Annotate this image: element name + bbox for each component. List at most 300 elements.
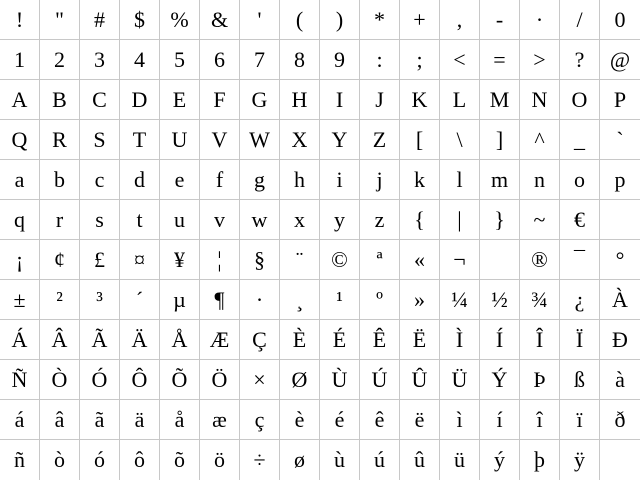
glyph-cell[interactable] (40, 200, 80, 240)
glyph-cell[interactable] (40, 360, 80, 400)
glyph-cell[interactable] (600, 40, 640, 80)
glyph-cell[interactable] (320, 0, 360, 40)
glyph-character: ¬ (453, 246, 466, 272)
glyph-character: â (54, 406, 65, 432)
glyph-character: ï (576, 406, 583, 432)
glyph-cell[interactable] (600, 120, 640, 160)
glyph-cell[interactable] (560, 360, 600, 400)
glyph-cell[interactable] (80, 440, 120, 480)
glyph-cell[interactable] (520, 40, 560, 80)
glyph-cell[interactable] (360, 80, 400, 120)
glyph-cell[interactable] (280, 120, 320, 160)
glyph-cell[interactable] (520, 0, 560, 40)
glyph-character: f (215, 166, 224, 192)
glyph-cell[interactable] (40, 320, 80, 360)
glyph-cell[interactable] (520, 80, 560, 120)
glyph-character: T (132, 126, 147, 152)
glyph-cell[interactable] (240, 200, 280, 240)
glyph-character: Í (495, 326, 504, 352)
glyph-character: L (452, 86, 467, 112)
glyph-character: Á (11, 326, 28, 352)
glyph-cell[interactable] (480, 240, 520, 280)
glyph-cell[interactable] (360, 40, 400, 80)
glyph-cell[interactable] (360, 200, 400, 240)
glyph-character: 8 (294, 46, 305, 72)
glyph-cell[interactable] (80, 320, 120, 360)
glyph-cell[interactable] (240, 40, 280, 80)
glyph-character: ® (531, 246, 548, 272)
glyph-cell[interactable] (400, 240, 440, 280)
glyph-cell[interactable] (120, 120, 160, 160)
glyph-character: ) (335, 6, 344, 32)
glyph-cell[interactable] (160, 200, 200, 240)
glyph-character: k (414, 166, 425, 192)
glyph-character: è (294, 406, 305, 432)
glyph-character: Ê (372, 326, 387, 352)
glyph-character: é (334, 406, 345, 432)
glyph-cell[interactable] (240, 320, 280, 360)
glyph-cell[interactable] (160, 280, 200, 320)
glyph-cell[interactable] (80, 200, 120, 240)
glyph-cell[interactable] (80, 160, 120, 200)
glyph-cell[interactable] (320, 200, 360, 240)
glyph-cell[interactable] (600, 200, 640, 240)
glyph-character: Ü (451, 366, 468, 392)
glyph-cell[interactable] (360, 360, 400, 400)
glyph-cell[interactable] (0, 400, 40, 440)
glyph-character: t (136, 206, 143, 232)
glyph-cell[interactable] (520, 200, 560, 240)
glyph-cell[interactable] (80, 0, 120, 40)
glyph-cell[interactable] (280, 40, 320, 80)
glyph-cell[interactable] (400, 440, 440, 480)
glyph-cell[interactable] (560, 200, 600, 240)
glyph-character: C (92, 86, 107, 112)
glyph-cell[interactable] (360, 160, 400, 200)
glyph-cell[interactable] (240, 120, 280, 160)
glyph-cell[interactable] (40, 80, 80, 120)
glyph-character: Ó (91, 366, 108, 392)
glyph-character: m (490, 166, 509, 192)
glyph-character: u (174, 206, 185, 232)
glyph-cell[interactable] (440, 80, 480, 120)
glyph-cell[interactable] (0, 280, 40, 320)
glyph-character: * (374, 6, 385, 32)
glyph-character: Ò (51, 366, 68, 392)
glyph-character: Ô (131, 366, 148, 392)
glyph-cell[interactable] (80, 400, 120, 440)
glyph-cell[interactable] (120, 440, 160, 480)
glyph-character: w (251, 206, 268, 232)
glyph-cell[interactable] (120, 280, 160, 320)
glyph-cell[interactable] (160, 160, 200, 200)
glyph-cell[interactable] (160, 440, 200, 480)
glyph-cell[interactable] (360, 280, 400, 320)
glyph-character: > (533, 46, 546, 72)
glyph-cell[interactable] (160, 360, 200, 400)
glyph-cell[interactable] (480, 40, 520, 80)
glyph-cell[interactable] (320, 40, 360, 80)
glyph-cell[interactable] (400, 80, 440, 120)
glyph-character: » (414, 286, 425, 312)
glyph-cell[interactable] (440, 360, 480, 400)
glyph-cell[interactable] (240, 160, 280, 200)
glyph-cell[interactable] (600, 440, 640, 480)
glyph-cell[interactable] (560, 0, 600, 40)
glyph-character: x (294, 206, 305, 232)
glyph-cell[interactable] (40, 120, 80, 160)
glyph-character: a (14, 166, 25, 192)
glyph-character: W (249, 126, 270, 152)
glyph-cell[interactable] (200, 160, 240, 200)
glyph-cell[interactable] (40, 240, 80, 280)
glyph-cell[interactable] (400, 280, 440, 320)
glyph-cell[interactable] (360, 240, 400, 280)
glyph-character: à (615, 366, 625, 392)
glyph-cell[interactable] (560, 240, 600, 280)
glyph-cell[interactable] (440, 280, 480, 320)
glyph-cell[interactable] (0, 120, 40, 160)
glyph-cell[interactable] (240, 0, 280, 40)
glyph-character: ³ (96, 286, 103, 312)
glyph-character: ¨ (295, 246, 304, 272)
glyph-character: û (414, 447, 425, 472)
glyph-character: M (489, 86, 510, 112)
glyph-character: ¿ (574, 286, 585, 312)
glyph-cell[interactable] (40, 40, 80, 80)
glyph-cell[interactable] (480, 320, 520, 360)
glyph-cell[interactable] (80, 360, 120, 400)
glyph-cell[interactable] (440, 240, 480, 280)
glyph-character: ó (94, 447, 105, 472)
glyph-cell[interactable] (200, 40, 240, 80)
glyph-character: ¥ (174, 246, 185, 272)
glyph-character: ± (13, 286, 26, 312)
glyph-cell[interactable] (200, 120, 240, 160)
glyph-character: á (14, 406, 25, 432)
glyph-cell[interactable] (200, 320, 240, 360)
glyph-character: § (254, 246, 265, 272)
glyph-cell[interactable] (240, 80, 280, 120)
glyph-cell[interactable] (40, 160, 80, 200)
glyph-cell[interactable] (320, 320, 360, 360)
glyph-cell[interactable] (280, 80, 320, 120)
glyph-cell[interactable] (560, 320, 600, 360)
glyph-cell[interactable] (520, 280, 560, 320)
glyph-character: Ý (491, 366, 508, 392)
glyph-cell[interactable] (0, 200, 40, 240)
glyph-character: n (534, 166, 545, 192)
glyph-cell[interactable] (440, 400, 480, 440)
glyph-cell[interactable] (600, 80, 640, 120)
glyph-character: À (612, 286, 628, 312)
glyph-cell[interactable] (520, 120, 560, 160)
glyph-cell[interactable] (360, 400, 400, 440)
glyph-cell[interactable] (160, 0, 200, 40)
glyph-cell[interactable] (440, 440, 480, 480)
glyph-cell[interactable] (360, 320, 400, 360)
glyph-cell[interactable] (0, 320, 40, 360)
glyph-cell[interactable] (280, 200, 320, 240)
glyph-cell[interactable] (40, 440, 80, 480)
glyph-cell[interactable] (280, 320, 320, 360)
glyph-character: Y (331, 126, 348, 152)
glyph-cell[interactable] (440, 0, 480, 40)
glyph-cell[interactable] (0, 240, 40, 280)
glyph-cell[interactable] (200, 360, 240, 400)
glyph-cell[interactable] (200, 80, 240, 120)
glyph-cell[interactable] (320, 240, 360, 280)
glyph-character: ? (574, 46, 585, 72)
glyph-character: r (55, 206, 64, 232)
glyph-cell[interactable] (400, 0, 440, 40)
glyph-cell[interactable] (400, 40, 440, 80)
glyph-cell[interactable] (0, 80, 40, 120)
glyph-cell[interactable] (560, 160, 600, 200)
glyph-character: ° (615, 246, 625, 272)
glyph-character: ÷ (253, 447, 266, 472)
glyph-cell[interactable] (0, 360, 40, 400)
glyph-character: Q (11, 126, 28, 152)
glyph-cell[interactable] (320, 400, 360, 440)
glyph-cell[interactable] (80, 40, 120, 80)
glyph-cell[interactable] (280, 0, 320, 40)
glyph-character: ! (15, 6, 24, 32)
glyph-cell[interactable] (200, 0, 240, 40)
glyph-cell[interactable] (480, 360, 520, 400)
glyph-character: Ö (211, 366, 228, 392)
glyph-character: q (14, 206, 25, 232)
glyph-cell[interactable] (480, 0, 520, 40)
glyph-cell[interactable] (0, 440, 40, 480)
glyph-cell[interactable] (240, 280, 280, 320)
glyph-cell[interactable] (440, 160, 480, 200)
glyph-character: Ç (252, 326, 267, 352)
glyph-character: ÿ (574, 447, 585, 472)
glyph-cell[interactable] (360, 0, 400, 40)
glyph-cell[interactable] (520, 320, 560, 360)
glyph-character: D (131, 86, 148, 112)
glyph-cell[interactable] (160, 320, 200, 360)
glyph-character: ö (214, 447, 225, 472)
glyph-cell[interactable] (360, 120, 400, 160)
glyph-character: ã (94, 406, 105, 432)
glyph-character: Ä (131, 326, 148, 352)
glyph-character: ô (134, 447, 145, 472)
glyph-cell[interactable] (200, 280, 240, 320)
glyph-character: & (210, 6, 229, 32)
glyph-character: È (292, 326, 307, 352)
glyph-cell[interactable] (440, 120, 480, 160)
glyph-cell[interactable] (80, 280, 120, 320)
glyph-cell[interactable] (160, 80, 200, 120)
glyph-cell[interactable] (240, 400, 280, 440)
glyph-cell[interactable] (320, 360, 360, 400)
glyph-cell[interactable] (320, 120, 360, 160)
glyph-character: ¾ (531, 286, 548, 312)
glyph-cell[interactable] (320, 440, 360, 480)
glyph-cell[interactable] (280, 440, 320, 480)
glyph-character: ¼ (451, 286, 468, 312)
glyph-cell[interactable] (240, 440, 280, 480)
glyph-character: Õ (171, 366, 188, 392)
glyph-character: Ï (575, 326, 584, 352)
glyph-character: - (495, 6, 504, 32)
glyph-character: ß (574, 366, 585, 392)
glyph-cell[interactable] (200, 400, 240, 440)
glyph-cell[interactable] (120, 200, 160, 240)
glyph-character: | (457, 206, 462, 232)
glyph-cell[interactable] (120, 240, 160, 280)
glyph-cell[interactable] (80, 120, 120, 160)
glyph-character: ø (294, 447, 305, 472)
glyph-character: ' (257, 6, 262, 32)
glyph-cell[interactable] (160, 400, 200, 440)
glyph-cell[interactable] (240, 240, 280, 280)
glyph-cell[interactable] (120, 320, 160, 360)
glyph-cell[interactable] (280, 160, 320, 200)
glyph-cell[interactable] (400, 160, 440, 200)
glyph-cell[interactable] (80, 80, 120, 120)
glyph-cell[interactable] (600, 160, 640, 200)
glyph-character: E (172, 86, 187, 112)
glyph-cell[interactable] (480, 120, 520, 160)
glyph-cell[interactable] (480, 280, 520, 320)
glyph-character: j (376, 166, 383, 192)
glyph-cell[interactable] (400, 400, 440, 440)
glyph-character: ¢ (54, 246, 65, 272)
glyph-cell[interactable] (120, 40, 160, 80)
glyph-character: R (52, 126, 67, 152)
glyph-character: B (52, 86, 67, 112)
glyph-cell[interactable] (600, 240, 640, 280)
glyph-cell[interactable] (560, 80, 600, 120)
glyph-cell[interactable] (280, 240, 320, 280)
glyph-character: ù (334, 447, 345, 472)
glyph-cell[interactable] (200, 240, 240, 280)
glyph-cell[interactable] (160, 40, 200, 80)
glyph-cell[interactable] (160, 120, 200, 160)
glyph-cell[interactable] (480, 160, 520, 200)
glyph-cell[interactable] (360, 440, 400, 480)
glyph-character: + (413, 6, 426, 32)
glyph-cell[interactable] (40, 280, 80, 320)
glyph-character: í (496, 406, 503, 432)
glyph-cell[interactable] (320, 280, 360, 320)
glyph-cell[interactable] (440, 320, 480, 360)
glyph-character: þ (534, 447, 545, 472)
glyph-character: 4 (134, 46, 145, 72)
glyph-cell[interactable] (480, 80, 520, 120)
glyph-cell[interactable] (40, 0, 80, 40)
glyph-cell[interactable] (0, 0, 40, 40)
glyph-cell[interactable] (120, 0, 160, 40)
glyph-cell[interactable] (240, 360, 280, 400)
glyph-cell[interactable] (520, 360, 560, 400)
glyph-character: ý (494, 447, 505, 472)
glyph-character: 0 (614, 6, 626, 32)
glyph-cell[interactable] (320, 160, 360, 200)
glyph-cell[interactable] (520, 400, 560, 440)
glyph-cell[interactable] (280, 280, 320, 320)
glyph-character: % (170, 6, 189, 32)
glyph-character: Ì (455, 326, 464, 352)
glyph-character: æ (212, 406, 227, 432)
glyph-cell[interactable] (0, 40, 40, 80)
glyph-character: © (331, 246, 348, 272)
glyph-character: _ (574, 126, 585, 152)
glyph-character: « (414, 246, 425, 272)
glyph-character: Â (51, 326, 68, 352)
glyph-cell[interactable] (520, 440, 560, 480)
glyph-cell[interactable] (480, 400, 520, 440)
glyph-cell[interactable] (200, 200, 240, 240)
glyph-character: Ø (291, 366, 308, 392)
glyph-cell[interactable] (600, 0, 640, 40)
glyph-character: î (536, 406, 543, 432)
glyph-cell[interactable] (440, 200, 480, 240)
glyph-character: ò (54, 447, 65, 472)
glyph-character: " (55, 6, 64, 32)
glyph-cell[interactable] (120, 400, 160, 440)
glyph-cell[interactable] (560, 40, 600, 80)
glyph-cell[interactable] (160, 240, 200, 280)
glyph-cell[interactable] (120, 160, 160, 200)
glyph-character: b (54, 166, 65, 192)
glyph-cell[interactable] (320, 80, 360, 120)
glyph-cell[interactable] (560, 400, 600, 440)
glyph-cell[interactable] (400, 360, 440, 400)
glyph-character: ä (134, 406, 145, 432)
glyph-cell[interactable] (560, 440, 600, 480)
glyph-character: I (335, 86, 344, 112)
glyph-cell[interactable] (0, 160, 40, 200)
glyph-character: · (535, 6, 544, 32)
glyph-cell[interactable] (120, 80, 160, 120)
glyph-cell[interactable] (520, 240, 560, 280)
glyph-cell[interactable] (80, 240, 120, 280)
glyph-cell[interactable] (600, 400, 640, 440)
glyph-cell[interactable] (440, 40, 480, 80)
glyph-cell[interactable] (400, 120, 440, 160)
glyph-character: # (94, 6, 105, 32)
glyph-character: 5 (174, 46, 185, 72)
glyph-character: Æ (209, 326, 230, 352)
glyph-cell[interactable] (600, 280, 640, 320)
glyph-character: i (336, 166, 343, 192)
glyph-cell[interactable] (400, 200, 440, 240)
glyph-cell[interactable] (280, 360, 320, 400)
glyph-cell[interactable] (480, 440, 520, 480)
glyph-cell[interactable] (40, 400, 80, 440)
glyph-character: Ë (412, 326, 427, 352)
glyph-cell[interactable] (600, 360, 640, 400)
glyph-cell[interactable] (120, 360, 160, 400)
glyph-character: ² (56, 286, 63, 312)
glyph-cell[interactable] (400, 320, 440, 360)
glyph-cell[interactable] (560, 120, 600, 160)
glyph-cell[interactable] (600, 320, 640, 360)
glyph-cell[interactable] (280, 400, 320, 440)
glyph-cell[interactable] (200, 440, 240, 480)
glyph-cell[interactable] (560, 280, 600, 320)
glyph-character: ( (295, 6, 304, 32)
glyph-cell[interactable] (520, 160, 560, 200)
glyph-character: Ù (331, 366, 348, 392)
glyph-character: Ã (91, 326, 108, 352)
glyph-character: $ (134, 6, 145, 32)
glyph-cell[interactable] (480, 200, 520, 240)
